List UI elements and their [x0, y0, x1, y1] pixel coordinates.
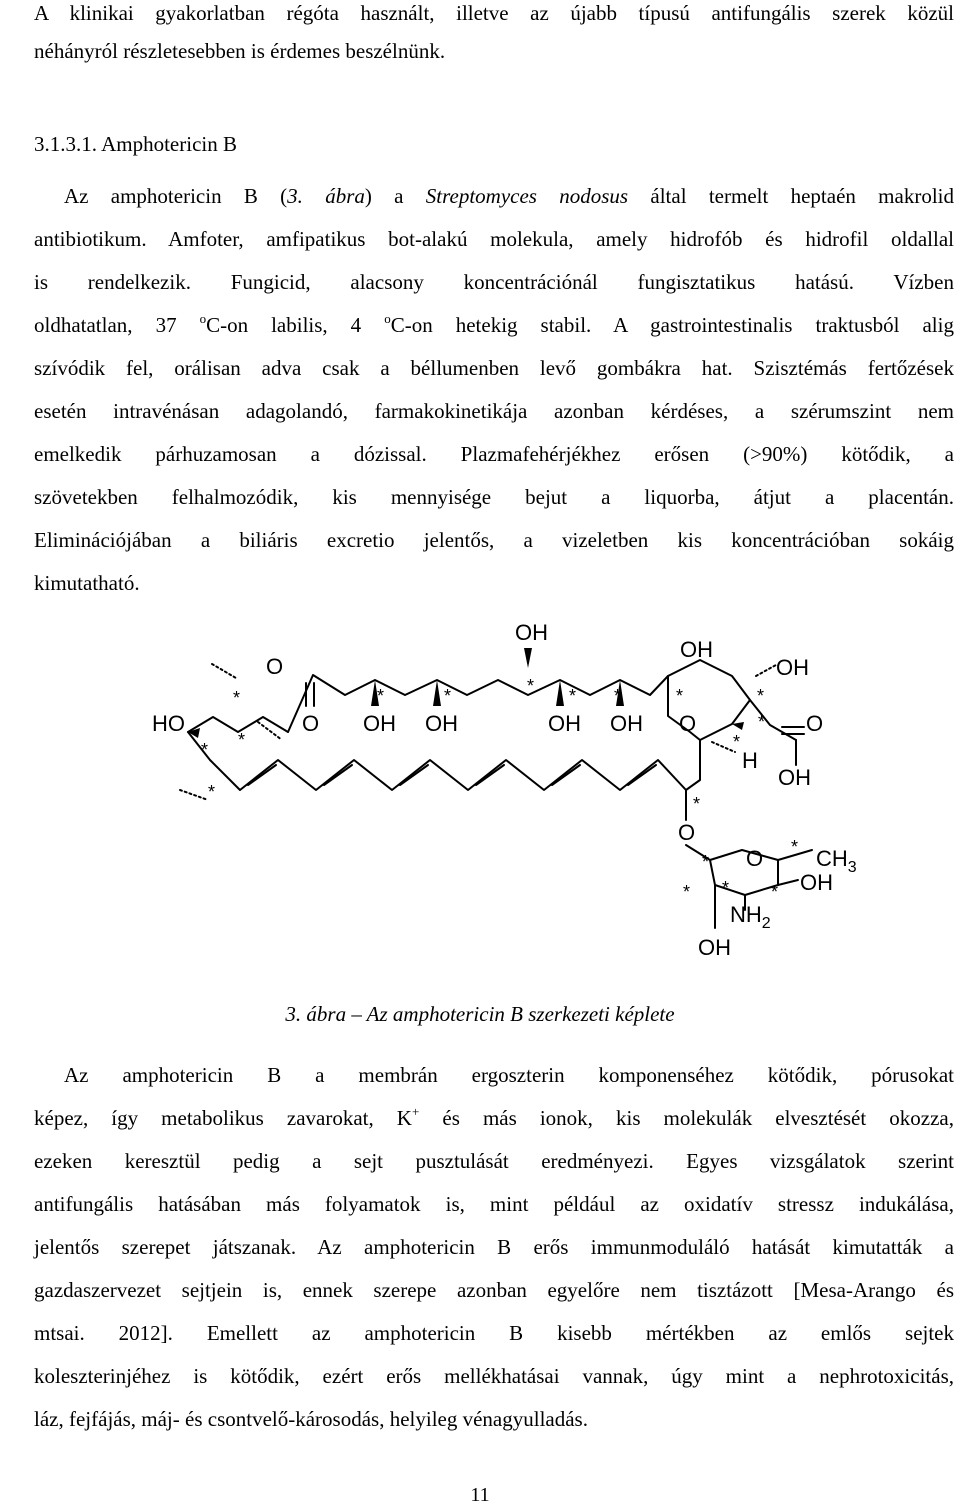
p1-text: ) a: [364, 184, 426, 208]
label-oh: OH: [363, 711, 396, 736]
intro-line-2: néhányról részletesebben is érdemes beszélnünk.: [34, 39, 446, 63]
stereo-star: *: [208, 782, 216, 802]
label-oh: OH: [778, 765, 811, 790]
label-o: O: [302, 711, 320, 736]
p1-line-3: is rendelkezik. Fungicid, alacsony koncentrációnál fungisztatikus hatású. Vízben: [34, 270, 954, 294]
polyene-double-bond: [324, 765, 352, 785]
p1-line-5: szívódik fel, orálisan adva csak a béllumenben levő gombákra hat. Szisztémás fertőzések: [34, 356, 954, 380]
stereo-star: *: [238, 730, 246, 750]
p1-line-7: emelkedik párhuzamosan a dózissal. Plazmafehérjékhez erősen (>90%) kötődik, a: [34, 442, 954, 466]
label-oh: OH: [800, 870, 833, 895]
label-ho: HO: [152, 711, 185, 736]
p1-text: Az amphotericin B (: [64, 184, 288, 208]
nh-text: NH: [730, 902, 762, 927]
stereo-star: *: [722, 878, 730, 898]
hashed-bond: [258, 722, 282, 740]
label-o: O: [746, 846, 764, 871]
label-o: O: [678, 820, 696, 845]
wedge-bond: [524, 648, 532, 668]
stereo-star: *: [683, 882, 691, 902]
amphotericin-structure-figure: [0, 600, 960, 990]
p2-line-7: mtsai. 2012]. Emellett az amphotericin B kisebb mértékben az emlős sejtek: [34, 1321, 954, 1345]
polyene-double-bond: [552, 765, 580, 785]
p1-text: C-on hetekig stabil. A gastrointestinalis traktusból alig: [390, 313, 954, 337]
figure-caption: 3. ábra – Az amphotericin B szerkezeti képlete: [285, 1002, 675, 1026]
p2-line-8: koleszterinjéhez is kötődik, ezért erős mellékhatásai vannak, úgy mint a nephrotoxicitás,: [34, 1364, 954, 1388]
stereo-star: *: [771, 882, 779, 902]
p2-text: képez, így metabolikus zavarokat, K: [34, 1106, 412, 1130]
label-h: H: [742, 748, 758, 773]
stereo-star: *: [702, 852, 710, 872]
figure-reference: 3. ábra: [287, 184, 365, 208]
paragraph-1-end: [34, 562, 954, 605]
hashed-bond: [756, 665, 776, 676]
sugar-oh-bond: [778, 880, 798, 885]
section-title: Amphotericin B: [101, 132, 237, 156]
p1-line-10: kimutatható.: [34, 571, 140, 595]
stereo-star: *: [444, 686, 452, 706]
p1-text: által termelt heptaén makrolid: [628, 184, 955, 208]
paragraph-2: [34, 1054, 954, 1398]
label-o: O: [266, 654, 284, 679]
p1-text: C-on labilis, 4: [206, 313, 385, 337]
p1-line-9: Eliminációjában a biliáris excretio jelentős, a vizeletben kis koncentrációban sokáig: [34, 528, 954, 552]
p1-line-1: [34, 175, 954, 218]
stereo-star: *: [569, 686, 577, 706]
intro-line-1: A klinikai gyakorlatban régóta használt, illetve az újabb típusú antifungális szerek közül: [34, 1, 954, 25]
stereo-star: *: [614, 686, 622, 706]
ion-charge: +: [411, 1104, 420, 1119]
degree-sign: o: [384, 311, 391, 326]
species-name: Streptomyces nodosus: [425, 184, 629, 208]
stereo-star: *: [527, 676, 535, 696]
p2-line-9: láz, fejfájás, máj- és csontvelő-károsodás, helyileg vénagyulladás.: [34, 1407, 588, 1431]
stereo-star: *: [676, 686, 684, 706]
label-oh: OH: [698, 935, 731, 960]
hashed-bond: [180, 790, 208, 800]
label-oh: OH: [610, 711, 643, 736]
page-number: 11: [470, 1484, 490, 1506]
p2-line-3: ezeken keresztül pedig a sejt pusztulását eredményezi. Egyes vizsgálatok szerint: [34, 1149, 954, 1173]
label-nh2: [730, 902, 771, 932]
p1-line-4: [34, 304, 954, 347]
sugar-ring: [686, 845, 778, 895]
degree-sign: o: [199, 311, 207, 326]
stereo-star: *: [377, 686, 385, 706]
p2-line-2: [34, 1097, 954, 1140]
p2-line-4: antifungális hatásában más folyamatok is, mint például az oxidatív stressz indukálása,: [34, 1192, 954, 1216]
label-oh: OH: [548, 711, 581, 736]
p2-line-1: Az amphotericin B a membrán ergoszterin komponenséhez kötődik, pórusokat: [64, 1063, 954, 1087]
hashed-bond: [212, 664, 236, 678]
ch-text: CH: [816, 846, 848, 871]
label-oh: OH: [680, 637, 713, 662]
nh-subscript: 2: [761, 915, 771, 932]
p2-line-5: jelentős szerepet játszanak. Az amphotericin B erős immunmoduláló hatását kimutatták a: [34, 1235, 954, 1259]
label-o: O: [679, 711, 697, 736]
stereo-star: *: [758, 712, 766, 732]
p2-line-6: gazdaszervezet sejtjein is, ennek szerepe azonban egyelőre nem tisztázott [Mesa-Arango és: [34, 1278, 954, 1302]
wedge-bond: [556, 680, 564, 706]
ch-subscript: 3: [847, 859, 857, 876]
paragraph-2-end: [34, 1398, 954, 1441]
stereo-star: *: [791, 837, 799, 857]
p1-line-8: szövetekben felhalmozódik, kis mennyisége bejut a liquorba, átjut a placentán.: [34, 485, 954, 509]
section-number: 3.1.3.1.: [34, 132, 97, 156]
stereo-star: *: [757, 686, 765, 706]
hashed-bond: [712, 742, 735, 752]
polyene-chain: [188, 732, 686, 790]
section-heading: [34, 132, 237, 157]
wedge-bond: [433, 680, 441, 706]
polyene-double-bond: [628, 765, 656, 785]
p1-text: oldhatatlan, 37: [34, 313, 200, 337]
label-oh: OH: [515, 620, 548, 645]
ring-to-chain-bond: [686, 740, 700, 790]
stereo-star: *: [201, 740, 209, 760]
stereo-star: *: [693, 794, 701, 814]
p1-line-6: esetén intravénásan adagolandó, farmakokinetikája azonban kérdéses, a szérumszint nem: [34, 399, 954, 423]
intro-paragraph-end: [34, 30, 954, 73]
p1-line-2: antibiotikum. Amfoter, amfipatikus bot-alakú molekula, amely hidrofób és hidrofil oldallal: [34, 227, 954, 251]
label-oh: OH: [425, 711, 458, 736]
polyene-double-bond: [400, 765, 428, 785]
paragraph-1: [34, 175, 954, 562]
label-o: O: [806, 711, 824, 736]
stereo-star: *: [733, 732, 741, 752]
p2-text: és más ionok, kis molekulák elvesztését okozza,: [419, 1106, 954, 1130]
polyene-double-bond: [248, 765, 276, 785]
polyene-double-bond: [476, 765, 504, 785]
label-oh: OH: [776, 655, 809, 680]
stereo-star: *: [233, 688, 241, 708]
